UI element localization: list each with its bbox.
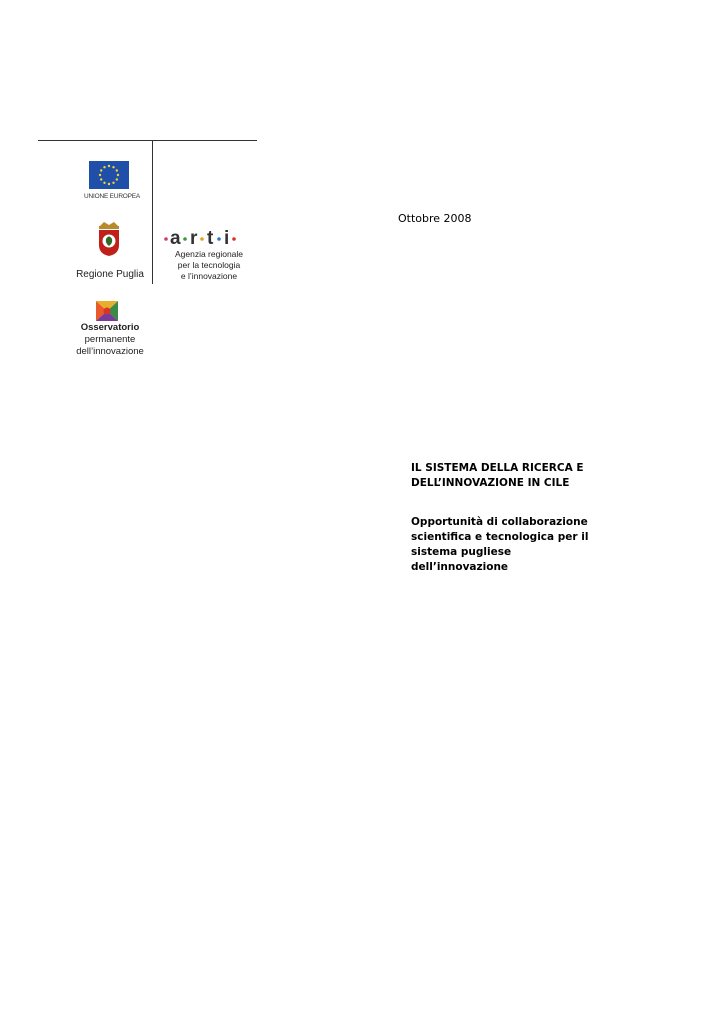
- title-line: DELL’INNOVAZIONE IN CILE: [411, 477, 570, 489]
- title-line: IL SISTEMA DELLA RICERCA E: [411, 462, 584, 474]
- osservatorio-line: Osservatorio: [80, 322, 140, 333]
- arti-line: Agenzia regionale: [174, 249, 244, 259]
- arti-line: e l’innovazione: [180, 271, 238, 281]
- arti-line: per la tecnologia: [177, 260, 241, 270]
- subtitle-line: sistema pugliese: [411, 546, 512, 558]
- arti-description: [163, 249, 255, 282]
- eu-flag-icon: [89, 161, 129, 189]
- svg-text:t: t: [207, 228, 214, 248]
- document-title: [411, 461, 621, 491]
- svg-text:a: a: [170, 228, 181, 248]
- header-rule-vertical: [152, 140, 153, 284]
- regione-puglia-label: Regione Puglia: [76, 269, 144, 280]
- osservatorio-line: permanente: [84, 334, 136, 345]
- svg-text:i: i: [224, 228, 230, 248]
- header-rule-horizontal: [38, 140, 257, 141]
- eu-label: UNIONE EUROPEA: [84, 193, 141, 200]
- osservatorio-line: dell’innovazione: [76, 346, 144, 357]
- osservatorio-label: [64, 322, 156, 358]
- document-subtitle: [411, 515, 621, 575]
- document-date: Ottobre 2008: [398, 212, 472, 225]
- regione-puglia-crest-icon: [96, 221, 122, 257]
- arti-logo-icon: [163, 228, 255, 248]
- subtitle-line: scientifica e tecnologica per il: [411, 531, 589, 543]
- subtitle-line: dell’innovazione: [411, 561, 509, 573]
- svg-text:r: r: [190, 228, 198, 248]
- subtitle-line: Opportunità di collaborazione: [411, 516, 588, 528]
- osservatorio-logo-icon: [96, 301, 118, 321]
